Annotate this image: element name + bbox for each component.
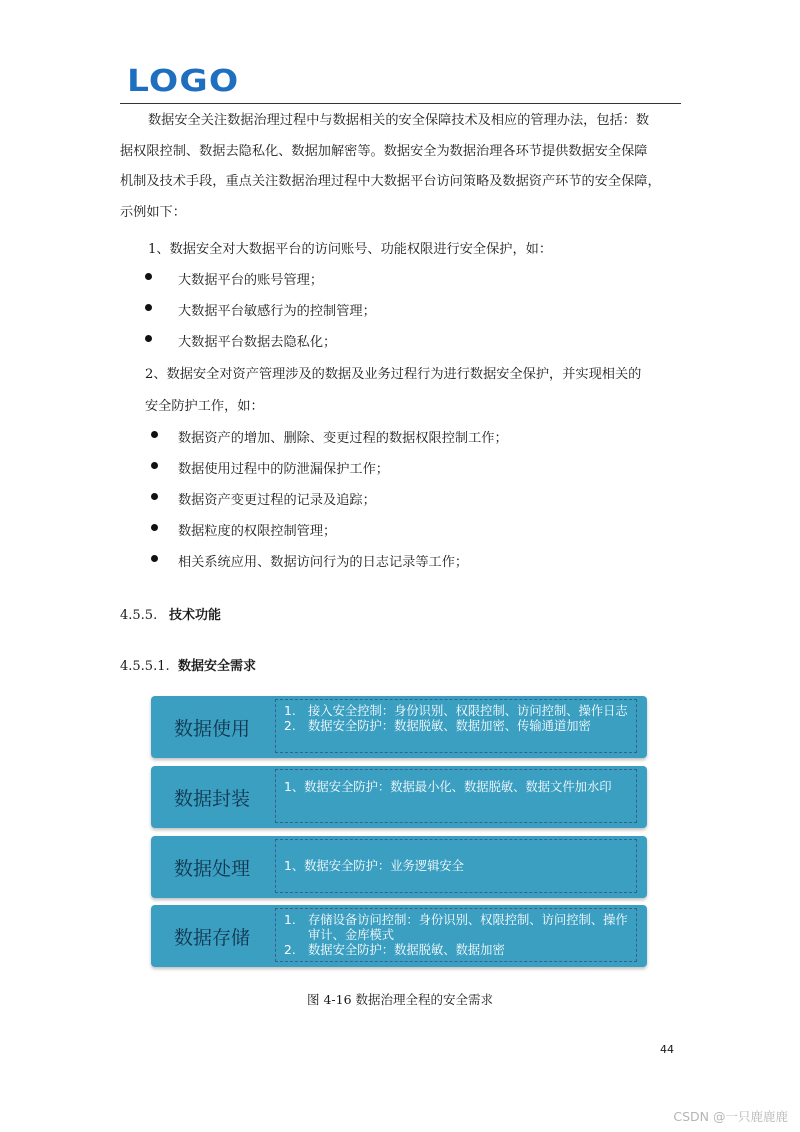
header-divider [120,103,681,104]
point2-bullet: 数据资产的增加、删除、变更过程的数据权限控制工作； [178,431,508,446]
bullet-icon [151,431,158,438]
intro-line: 示例如下： [120,204,186,220]
subsection-number: 4.5.5.1. [120,659,170,674]
bullet-icon [151,555,158,562]
point2-bullet: 数据资产变更过程的记录及追踪； [178,493,376,508]
bullet-icon [151,493,158,500]
stage-data-processing [151,836,647,898]
intro-line: 数据安全关注数据治理过程中与数据相关的安全保障技术及相应的管理办法，包括：数 [148,113,650,128]
figure-caption: 图 4-16 数据治理全程的安全需求 [306,992,494,1007]
stage-title: 数据处理 [173,857,250,880]
stage-details [275,908,637,962]
bullet-icon [145,335,152,342]
point2-bullet: 相关系统应用、数据访问行为的日志记录等工作； [178,555,469,570]
bullet-icon [145,304,152,311]
bullet-icon [151,462,158,469]
bullet-icon [145,273,152,280]
stage-details: 1、数据安全防护：业务逻辑安全 [275,839,637,893]
point2-title-line: 2、数据安全对资产管理涉及的数据及业务过程行为进行数据安全保护，并实现相关的 [145,367,642,382]
page-number: 44 [660,1043,674,1056]
intro-line: 据权限控制、数据去隐私化、数据加解密等。数据安全为数据治理各环节提供数据安全保障 [120,143,648,159]
intro-line: 机制及技术手段，重点关注数据治理过程中大数据平台访问策略及数据资产环节的安全保障， [120,174,661,189]
section-heading [120,604,221,623]
section-title: 技术功能 [169,608,222,623]
bullet-icon [151,524,158,531]
point1-title: 1、数据安全对大数据平台的访问账号、功能权限进行安全保护，如： [148,242,553,257]
point1-bullet: 大数据平台数据去隐私化； [178,335,337,350]
point2-bullet: 数据使用过程中的防泄漏保护工作； [178,462,389,477]
stage-item: 1. 接入安全控制：身份识别、权限控制、访问控制、操作日志 [284,704,628,718]
stage-details [275,699,637,753]
stage-title: 数据封装 [173,787,250,810]
stage-data-packaging [151,766,647,828]
stage-item: 1. 存储设备访问控制：身份识别、权限控制、访问控制、操作审计、金库模式 [284,913,628,942]
section-number: 4.5.5. [120,608,158,623]
subsection-title: 数据安全需求 [178,659,257,674]
stage-item: 2. 数据安全防护：数据脱敏、数据加密 [284,943,505,957]
stage-title: 数据使用 [173,717,250,740]
stage-data-use [151,696,647,758]
subsection-heading [120,655,256,674]
security-requirements-diagram [151,696,647,968]
point2-bullet: 数据粒度的权限控制管理； [178,524,337,539]
point2-title-line: 安全防护工作，如： [145,399,264,414]
intro-paragraph [120,106,682,228]
stage-details: 1、数据安全防护：数据最小化、数据脱敏、数据文件加水印 [275,769,637,823]
stage-item: 2. 数据安全防护：数据脱敏、数据加密、传输通道加密 [284,719,591,733]
point1-bullet: 大数据平台的账号管理； [178,273,324,288]
point1-bullet: 大数据平台敏感行为的控制管理； [178,304,376,319]
stage-data-storage [151,905,647,967]
stage-title: 数据存储 [173,926,250,949]
logo: LOGO [127,64,240,99]
watermark: CSDN @一只鹿鹿鹿 [673,1109,788,1124]
